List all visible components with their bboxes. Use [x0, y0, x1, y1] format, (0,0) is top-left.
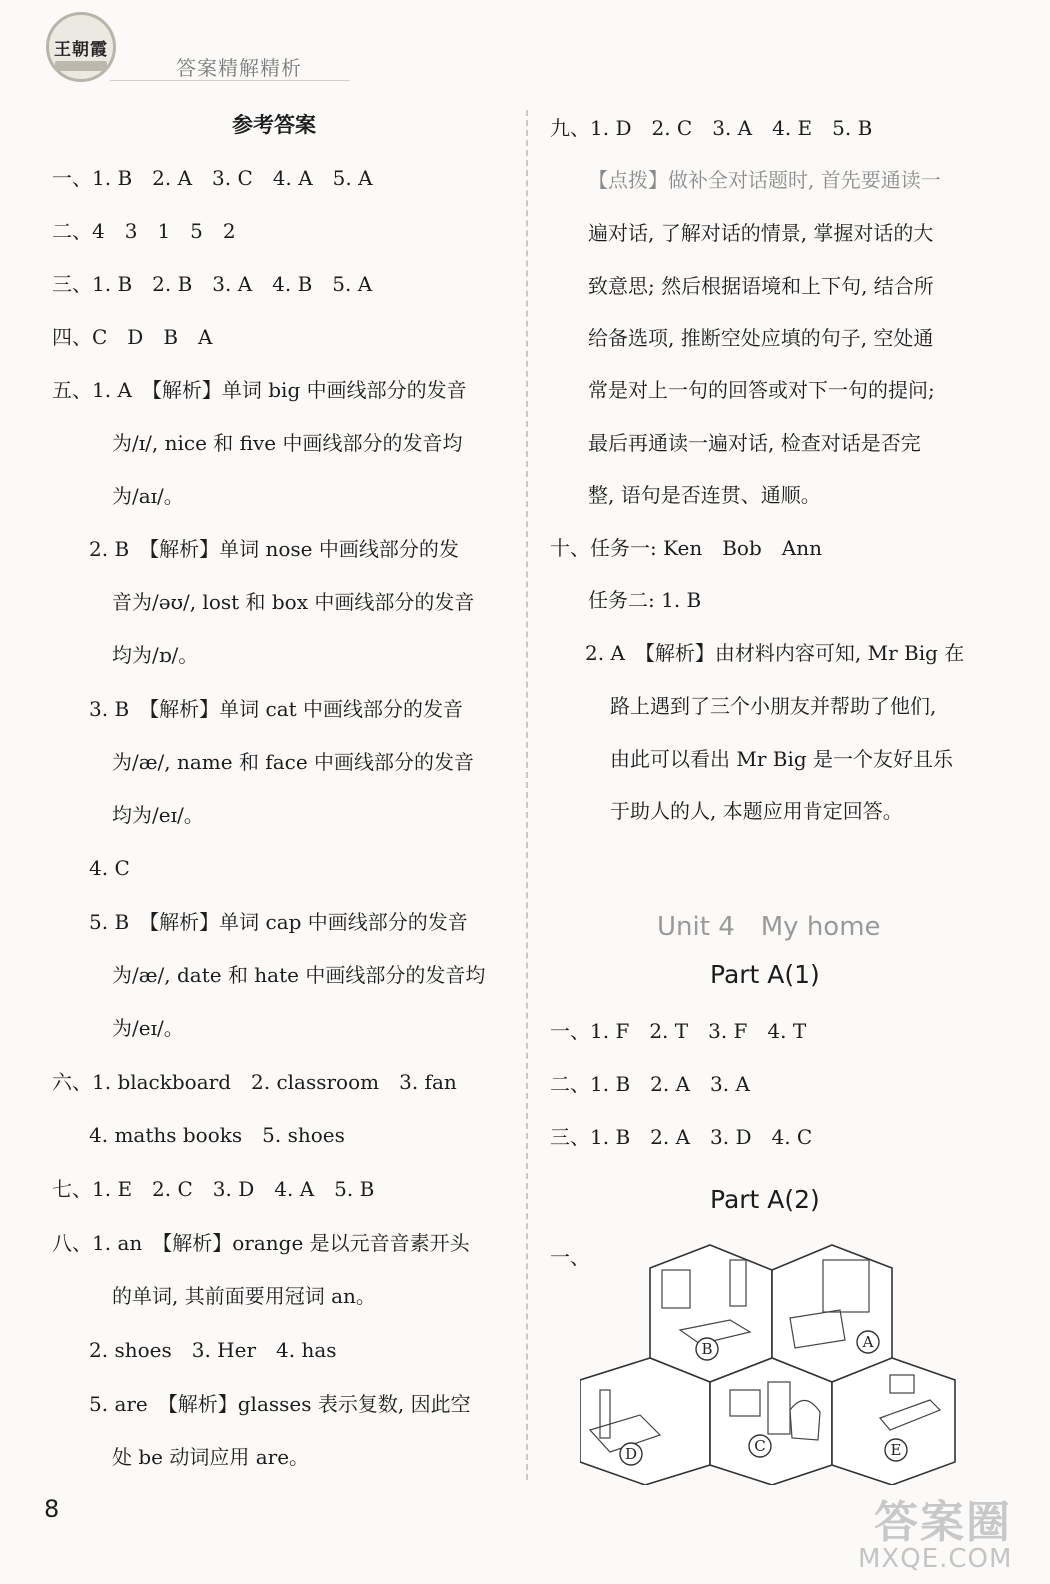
answer-line: 九、1. D 2. C 3. A 4. E 5. B — [550, 116, 873, 140]
answer-line: 4. maths books 5. shoes — [89, 1123, 345, 1147]
answer-line: 由此可以看出 Mr Big 是一个友好且乐 — [610, 747, 954, 771]
answer-line: 2. A 【解析】由材料内容可知, Mr Big 在 — [585, 641, 965, 665]
tip-line: 致意思; 然后根据语境和上下句, 结合所 — [588, 274, 934, 298]
answer-line: 于助人的人, 本题应用肯定回答。 — [610, 799, 903, 823]
room-label-d: D — [624, 1445, 638, 1463]
answer-line: 3. B 【解析】单词 cat 中画线部分的发音 — [89, 697, 464, 721]
page-number: 8 — [44, 1495, 60, 1523]
watermark-url: MXQE.COM — [858, 1544, 1013, 1574]
answer-line: 的单词, 其前面要用冠词 an。 — [112, 1284, 376, 1308]
answer-line: 处 be 动词应用 are。 — [112, 1445, 310, 1469]
answer-line: 5. are 【解析】glasses 表示复数, 因此空 — [89, 1392, 471, 1416]
question-label: 一、 — [550, 1245, 590, 1269]
section-title: 参考答案 — [232, 112, 316, 137]
answer-line: 2. B 【解析】单词 nose 中画线部分的发 — [89, 537, 459, 561]
answer-line: 三、1. B 2. A 3. D 4. C — [550, 1125, 813, 1149]
answer-line: 为/æ/, name 和 face 中画线部分的发音 — [112, 750, 475, 774]
tip-line: 【点拨】做补全对话题时, 首先要通读一 — [588, 168, 941, 192]
answer-line: 一、1. B 2. A 3. C 4. A 5. A — [52, 166, 373, 190]
answer-line: 为/æ/, date 和 hate 中画线部分的发音均 — [112, 963, 486, 987]
watermark-logo: 答案圈 — [874, 1497, 1012, 1548]
header-rule — [110, 80, 350, 81]
page-header — [46, 10, 366, 80]
answer-line: 二、4 3 1 5 2 — [52, 219, 236, 243]
answer-line: 4. C — [89, 856, 130, 880]
header-title: 答案精解精析 — [176, 56, 302, 80]
room-label-b: B — [701, 1340, 713, 1358]
tip-line: 给备选项, 推断空处应填的句子, 空处通 — [588, 326, 934, 350]
part-title: Part A(1) — [710, 960, 820, 989]
column-divider — [526, 110, 528, 1480]
tip-line: 常是对上一句的回答或对下一句的提问; — [588, 378, 935, 402]
answer-line: 均为/eɪ/。 — [112, 803, 204, 827]
answer-line: 2. shoes 3. Her 4. has — [89, 1338, 337, 1362]
answer-line: 为/aɪ/。 — [112, 484, 184, 508]
tip-line: 整, 语句是否连贯、通顺。 — [588, 483, 821, 507]
tip-line: 最后再通读一遍对话, 检查对话是否完 — [588, 431, 921, 455]
answer-line: 路上遇到了三个小朋友并帮助了他们, — [610, 694, 937, 718]
answer-line: 为/ɪ/, nice 和 five 中画线部分的发音均 — [112, 431, 463, 455]
answer-line: 二、1. B 2. A 3. A — [550, 1072, 750, 1096]
kitchen — [832, 1358, 955, 1485]
house-rooms-illustration — [580, 1240, 1000, 1485]
tip-line: 遍对话, 了解对话的情景, 掌握对话的大 — [588, 221, 934, 245]
living-room — [710, 1358, 832, 1485]
answer-line: 音为/əʊ/, lost 和 box 中画线部分的发音 — [112, 590, 475, 614]
answer-line: 为/eɪ/。 — [112, 1016, 184, 1040]
answer-line: 七、1. E 2. C 3. D 4. A 5. B — [52, 1177, 375, 1201]
bedroom — [650, 1245, 772, 1382]
logo-ribbon — [55, 61, 107, 71]
publisher-logo — [46, 12, 116, 82]
part-title: Part A(2) — [710, 1185, 820, 1214]
answer-line: 四、C D B A — [52, 325, 213, 349]
answer-line: 一、1. F 2. T 3. F 4. T — [550, 1019, 807, 1043]
room-label-c: C — [754, 1437, 766, 1455]
answer-line: 均为/ɒ/。 — [112, 643, 199, 667]
answer-line: 三、1. B 2. B 3. A 4. B 5. A — [52, 272, 373, 296]
study-room — [772, 1245, 892, 1382]
answer-line: 5. B 【解析】单词 cap 中画线部分的发音 — [89, 910, 468, 934]
room-label-e: E — [890, 1441, 902, 1459]
unit-title: Unit 4 My home — [657, 912, 881, 942]
answer-line: 五、1. A 【解析】单词 big 中画线部分的发音 — [52, 378, 467, 402]
room-label-a: A — [862, 1333, 874, 1351]
answer-line: 六、1. blackboard 2. classroom 3. fan — [52, 1070, 457, 1094]
answer-line: 八、1. an 【解析】orange 是以元音音素开头 — [52, 1231, 470, 1255]
answer-line: 十、任务一: Ken Bob Ann — [550, 536, 822, 560]
logo-text: 王朝霞 — [54, 40, 108, 60]
answer-line: 任务二: 1. B — [588, 588, 702, 612]
